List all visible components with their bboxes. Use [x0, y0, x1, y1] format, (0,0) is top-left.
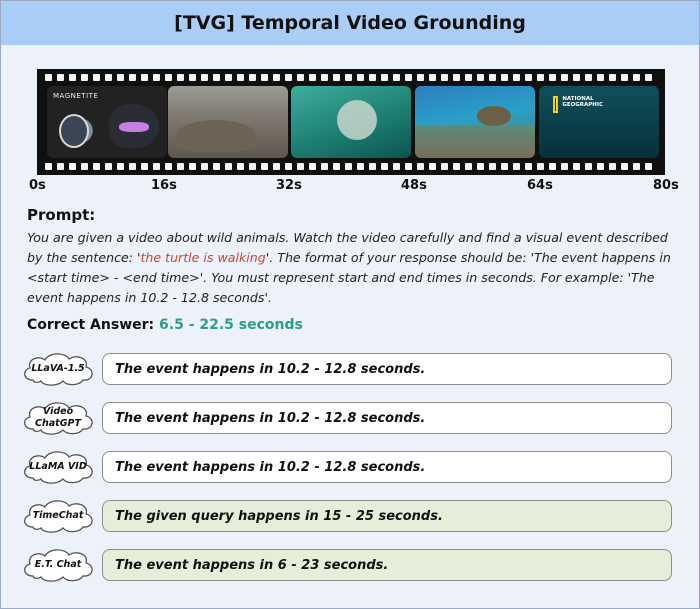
sprocket-hole: [357, 74, 364, 81]
film-strip: [37, 69, 665, 175]
sprocket-hole: [585, 74, 592, 81]
model-response-box: [102, 500, 672, 532]
sprocket-hole: [549, 163, 556, 170]
logo-text: NATIONAL GEOGRAPHIC: [562, 96, 603, 108]
sprocket-hole: [633, 74, 640, 81]
sprocket-hole: [153, 163, 160, 170]
model-response-text: The event happens in 10.2 - 12.8 seconds.: [115, 361, 426, 377]
sprocket-hole: [429, 163, 436, 170]
globe-image: [59, 114, 89, 148]
yellow-frame-icon: [553, 96, 558, 113]
model-name-cloud: [19, 497, 97, 535]
reef-image: [415, 126, 535, 158]
prompt-query-highlight: the turtle is walking: [140, 250, 266, 265]
sprocket-hole: [633, 163, 640, 170]
timeline-tick: 0s: [29, 178, 46, 193]
figure-title: [TVG] Temporal Video Grounding: [174, 12, 526, 34]
sprocket-hole: [561, 163, 568, 170]
sprocket-hole: [429, 74, 436, 81]
sprocket-hole: [81, 74, 88, 81]
sprocket-hole: [441, 74, 448, 81]
model-name-label: LLaMA VID: [29, 461, 87, 472]
sprocket-hole: [57, 74, 64, 81]
sprocket-hole: [81, 163, 88, 170]
turtle-swimming-image: [477, 106, 511, 126]
sprocket-hole: [393, 163, 400, 170]
sprocket-hole: [57, 163, 64, 170]
model-response-box: [102, 451, 672, 483]
sprocket-hole: [621, 74, 628, 81]
sprocket-hole: [165, 163, 172, 170]
sprocket-hole: [261, 74, 268, 81]
sprocket-hole: [573, 163, 580, 170]
sprocket-hole: [393, 74, 400, 81]
model-response-text: The given query happens in 15 - 25 seconds.: [115, 508, 443, 524]
video-frame-3: [291, 86, 411, 158]
sprocket-hole: [213, 163, 220, 170]
prompt-heading: Prompt:: [27, 206, 96, 224]
sprocket-hole: [93, 74, 100, 81]
model-name-label: E.T. Chat: [34, 559, 82, 570]
sprocket-hole: [177, 163, 184, 170]
sprocket-hole: [225, 74, 232, 81]
sprocket-hole: [141, 74, 148, 81]
video-frame-4: [415, 86, 535, 158]
sprocket-hole: [405, 163, 412, 170]
prompt-text-end: '. The format of your response should be: 'The event happens in <start time> - <end time>'. You must represent start and end times in seconds. For example: 'The event happens in 10.2 - 12.8 seconds'.: [27, 250, 671, 305]
sprocket-hole: [309, 163, 316, 170]
video-frame-1: [47, 86, 167, 158]
sprocket-hole: [297, 163, 304, 170]
sprocket-hole: [501, 74, 508, 81]
sprocket-hole: [213, 74, 220, 81]
sprocket-hole: [465, 74, 472, 81]
model-name-label: LLaVA-1.5: [31, 363, 85, 374]
sprocket-hole: [153, 74, 160, 81]
sprocket-hole: [537, 163, 544, 170]
sprocket-hole: [129, 74, 136, 81]
turtle-underwater-image: [337, 100, 377, 140]
sprocket-hole: [285, 74, 292, 81]
sprocket-hole: [93, 163, 100, 170]
sprocket-hole: [381, 74, 388, 81]
correct-answer-label: Correct Answer:: [27, 317, 155, 333]
sprocket-hole: [489, 163, 496, 170]
model-response-text: The event happens in 10.2 - 12.8 seconds.: [115, 459, 426, 475]
sprocket-hole: [249, 163, 256, 170]
sprocket-hole: [477, 74, 484, 81]
model-response-box: [102, 549, 672, 581]
video-frame-5: [539, 86, 659, 158]
sprocket-hole: [45, 163, 52, 170]
sprocket-hole: [525, 163, 532, 170]
model-response-text: The event happens in 6 - 23 seconds.: [115, 557, 389, 573]
magnetic-map-image: [109, 104, 159, 148]
sprocket-hole: [345, 74, 352, 81]
sprocket-hole: [585, 163, 592, 170]
sprocket-hole: [417, 74, 424, 81]
timeline-tick: 48s: [401, 178, 427, 193]
sprocket-hole: [333, 74, 340, 81]
sprocket-hole: [321, 163, 328, 170]
sprocket-hole: [609, 74, 616, 81]
sprocket-hole: [249, 74, 256, 81]
sprocket-hole: [573, 74, 580, 81]
timeline-tick: 80s: [653, 178, 679, 193]
sprocket-hole: [345, 163, 352, 170]
sprocket-hole: [645, 74, 652, 81]
title-banner: [1, 1, 699, 45]
sprocket-hole: [189, 74, 196, 81]
national-geographic-logo: [553, 96, 603, 116]
sprocket-hole: [297, 74, 304, 81]
model-name-cloud: [19, 399, 97, 437]
sprocket-hole: [357, 163, 364, 170]
sprocket-hole: [333, 163, 340, 170]
turtle-on-beach-image: [176, 120, 256, 152]
sprocket-hole: [501, 163, 508, 170]
sprocket-hole: [381, 163, 388, 170]
sprocket-hole: [201, 74, 208, 81]
sprocket-hole: [405, 74, 412, 81]
sprocket-hole: [201, 163, 208, 170]
timeline-tick: 64s: [527, 178, 553, 193]
sprocket-hole: [645, 163, 652, 170]
sprocket-hole: [105, 74, 112, 81]
sprocket-hole: [129, 163, 136, 170]
sprocket-hole: [285, 163, 292, 170]
sprocket-hole: [513, 163, 520, 170]
frame-caption: MAGNETITE: [53, 92, 99, 100]
model-response-text: The event happens in 10.2 - 12.8 seconds.: [115, 410, 426, 426]
correct-answer: [27, 317, 303, 333]
sprocket-hole: [621, 163, 628, 170]
sprocket-hole: [237, 163, 244, 170]
sprocket-hole: [261, 163, 268, 170]
sprocket-hole: [177, 74, 184, 81]
correct-answer-value: 6.5 - 22.5 seconds: [159, 317, 303, 333]
sprocket-hole: [453, 163, 460, 170]
sprocket-holes-top: [45, 74, 657, 81]
sprocket-holes-bottom: [45, 163, 657, 170]
sprocket-hole: [609, 163, 616, 170]
sprocket-hole: [117, 74, 124, 81]
sprocket-hole: [441, 163, 448, 170]
sprocket-hole: [165, 74, 172, 81]
sprocket-hole: [225, 163, 232, 170]
sprocket-hole: [273, 163, 280, 170]
sprocket-hole: [309, 74, 316, 81]
sprocket-hole: [237, 74, 244, 81]
timeline-tick: 32s: [276, 178, 302, 193]
sprocket-hole: [117, 163, 124, 170]
sprocket-hole: [513, 74, 520, 81]
sprocket-hole: [105, 163, 112, 170]
sprocket-hole: [69, 74, 76, 81]
prompt-text: [27, 228, 675, 308]
sprocket-hole: [417, 163, 424, 170]
sprocket-hole: [537, 74, 544, 81]
model-response-box: [102, 402, 672, 434]
sprocket-hole: [561, 74, 568, 81]
sprocket-hole: [189, 163, 196, 170]
sprocket-hole: [597, 163, 604, 170]
model-name-cloud: [19, 546, 97, 584]
sprocket-hole: [597, 74, 604, 81]
sprocket-hole: [321, 74, 328, 81]
sprocket-hole: [453, 74, 460, 81]
model-response-box: [102, 353, 672, 385]
sprocket-hole: [45, 74, 52, 81]
sprocket-hole: [525, 74, 532, 81]
sprocket-hole: [69, 163, 76, 170]
timeline-tick: 16s: [151, 178, 177, 193]
model-name-label: Video ChatGPT: [35, 406, 81, 429]
model-name-cloud: [19, 350, 97, 388]
sprocket-hole: [369, 74, 376, 81]
prompt-text-start: You are given a video about wild animals. Watch the video carefully and find a visual event described by the sentence: ': [27, 230, 668, 265]
video-frame-2: [168, 86, 288, 158]
sprocket-hole: [369, 163, 376, 170]
sprocket-hole: [465, 163, 472, 170]
sprocket-hole: [141, 163, 148, 170]
sprocket-hole: [477, 163, 484, 170]
sprocket-hole: [549, 74, 556, 81]
model-name-cloud: [19, 448, 97, 486]
sprocket-hole: [489, 74, 496, 81]
model-name-label: TimeChat: [32, 510, 84, 521]
sprocket-hole: [273, 74, 280, 81]
